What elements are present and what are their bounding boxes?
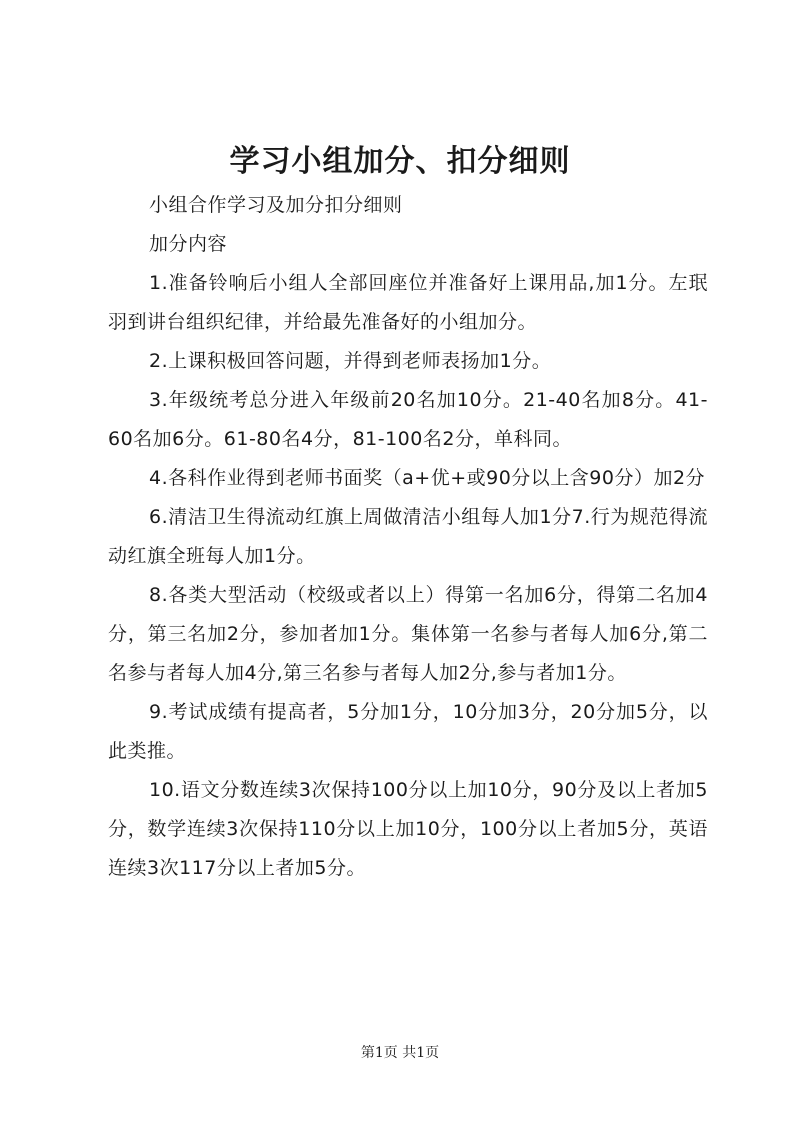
paragraph-rule-2: 2.上课积极回答问题，并得到老师表扬加1分。 (149, 350, 552, 372)
paragraph-subtitle: 小组合作学习及加分扣分细则 (149, 194, 403, 216)
paragraph-rule-1: 1.准备铃响后小组人全部回座位并准备好上课用品,加1分。左珉羽到讲台组织纪律，并给最先准备好的小组加分。 (108, 272, 708, 333)
page-footer: 第1页 共1页 (360, 1045, 440, 1061)
paragraph-rule-6-7: 6.清洁卫生得流动红旗上周做清洁小组每人加1分7.行为规范得流动红旗全班每人加1分。 (108, 506, 708, 567)
paragraph-rule-9: 9.考试成绩有提高者，5分加1分，10分加3分，20分加5分，以此类推。 (108, 701, 708, 762)
paragraph-rule-3: 3.年级统考总分进入年级前20名加10分。21-40名加8分。41-60名加6分。61-80名4分，81-100名2分，单科同。 (108, 389, 708, 450)
paragraph-section-heading: 加分内容 (149, 233, 228, 255)
paragraph-rule-8: 8.各类大型活动（校级或者以上）得第一名加6分，得第二名加4分，第三名加2分，参加者加1分。集体第一名参与者每人加6分,第二名参与者每人加4分,第三名参与者每人加2分,参与者加1分。 (108, 584, 708, 684)
document-body (108, 186, 708, 888)
page-title: 学习小组加分、扣分细则 (229, 144, 571, 179)
paragraph-rule-4: 4.各科作业得到老师书面奖（a+优+或90分以上含90分）加2分 (149, 467, 706, 489)
paragraph-rule-10: 10.语文分数连续3次保持100分以上加10分，90分及以上者加5分，数学连续3次保持110分以上加10分，100分以上者加5分，英语连续3次117分以上者加5分。 (108, 779, 708, 879)
